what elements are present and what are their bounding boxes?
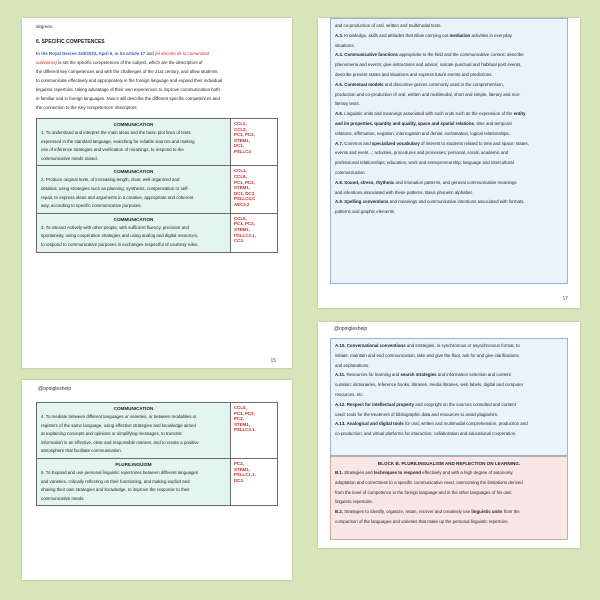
competence-row bbox=[37, 165, 277, 212]
competence-line: to respond to communicative purposes in exchanges respectful of courtesy rules. bbox=[41, 241, 199, 247]
competence-line: way, according to specific communicative purposes. bbox=[41, 203, 142, 209]
text-line bbox=[335, 60, 563, 70]
text-span: entity bbox=[513, 111, 526, 117]
text-span: and co-production of oral, written and multimodal texts. bbox=[335, 23, 442, 28]
text-span: Common and bbox=[344, 140, 372, 146]
descriptor-code: PC2, bbox=[234, 460, 244, 466]
text-span: adaptation and correctness to a specific communicative need, overcoming the limitations derived bbox=[335, 479, 523, 485]
text-span: B.1. bbox=[335, 470, 345, 475]
competence-line: 3. To interact Actively with other people, with sufficient fluency, precision and bbox=[41, 224, 189, 230]
text-line bbox=[335, 109, 563, 119]
competence-line: communicative needs. bbox=[41, 495, 85, 501]
text-span: techniques to respond bbox=[373, 470, 421, 475]
content-lines bbox=[335, 21, 563, 217]
competence-description bbox=[37, 166, 231, 212]
descriptor-code: PSLLC4,C bbox=[234, 196, 256, 202]
text-span: Linguistic units and meanings associated with such units such as the expression of the bbox=[344, 111, 514, 117]
descriptor-code: DC1, DC3 bbox=[234, 190, 255, 196]
text-line bbox=[335, 410, 563, 420]
descriptor-code: AEC3.2 bbox=[234, 201, 250, 207]
descriptor-code: STEM1, bbox=[234, 137, 250, 143]
competence-description bbox=[37, 119, 231, 165]
competence-line: sharing their own strategies and knowledge, to improve the response to their bbox=[41, 487, 190, 493]
text-line bbox=[335, 507, 563, 517]
text-span: Strategies to identify, organize, retain, recover and creatively use bbox=[344, 509, 472, 515]
intro-line: the connection to the Key competences' descriptors: bbox=[36, 105, 138, 110]
text-line bbox=[335, 129, 563, 139]
text-span: from the level of competence in the foreign language and in the other languages of his own bbox=[335, 489, 512, 495]
descriptor-code: PSLLC1.1, bbox=[234, 472, 256, 478]
descriptor-code: CCL3, bbox=[234, 126, 247, 132]
text-span: A.6. bbox=[335, 111, 345, 117]
text-line bbox=[335, 139, 563, 149]
text-line bbox=[335, 419, 563, 429]
text-line bbox=[335, 400, 563, 410]
text-span: and strategies, in synchronous or asynchronous format, to bbox=[405, 343, 520, 348]
text-span: patterns and graphic elements. bbox=[335, 209, 396, 215]
text-line bbox=[335, 478, 563, 488]
document-page-competences bbox=[22, 380, 292, 580]
text-span: A.7. bbox=[335, 140, 345, 146]
text-line bbox=[335, 517, 563, 527]
text-span: B.2. bbox=[335, 509, 345, 515]
author-handle: @opinglesheip bbox=[38, 386, 72, 392]
text-line bbox=[335, 390, 563, 400]
descriptor-code: PSLLC3.1, bbox=[234, 232, 256, 238]
competence-description bbox=[37, 214, 231, 252]
text-line bbox=[335, 207, 563, 217]
competence-line: spontaneity, using cooperation strategies and using analog and digital resources, bbox=[41, 233, 199, 239]
text-span: and intonation patterns, and general communicative meanings bbox=[394, 179, 517, 185]
descriptor-codes bbox=[231, 214, 277, 252]
competence-line: expressed in the standard language, searching for reliable sources and making bbox=[41, 138, 195, 144]
descriptor-code: PC1, PC2, bbox=[234, 221, 255, 227]
text-span: Respect for intellectual property bbox=[346, 401, 415, 407]
text-span: production and co-production of oral, written and multimodal, short and simple, literary and non- bbox=[335, 91, 521, 97]
competence-row bbox=[37, 213, 277, 252]
intro-rest: is set the specific competences of the subject, which are the descriptors of bbox=[57, 60, 203, 65]
text-line bbox=[335, 197, 563, 207]
descriptor-codes bbox=[231, 119, 277, 165]
text-span: comparison of the languages and varieties that make up the personal linguistic repertoire. bbox=[335, 518, 509, 524]
text-line bbox=[335, 70, 563, 80]
text-span: curation: dictionaries, reference books, libraries, media libraries, web labels, digital and computer bbox=[335, 382, 524, 388]
text-line bbox=[335, 351, 563, 361]
top-line: degrees. bbox=[36, 24, 54, 29]
text-span: A.11. bbox=[335, 372, 347, 378]
regional-decree-note: (el decreto de la comunidad bbox=[154, 51, 210, 56]
descriptor-code: CCL1, bbox=[234, 168, 247, 174]
text-span: of interest to students related to time and space; states, bbox=[419, 140, 529, 146]
competence-line: communicative needs raised. bbox=[41, 155, 98, 161]
descriptor-code: DC3. bbox=[234, 477, 245, 483]
text-line bbox=[335, 429, 563, 439]
competence-title: COMMUNICATION bbox=[113, 169, 154, 175]
text-line bbox=[335, 148, 563, 158]
descriptor-code: CC3. bbox=[234, 238, 245, 244]
text-line bbox=[335, 468, 563, 478]
content-block-a-continued-box bbox=[330, 338, 568, 456]
competence-line: use of inference strategies and verification of meanings, to respond to the bbox=[41, 147, 184, 153]
descriptor-codes bbox=[231, 459, 277, 505]
text-span: A.8. bbox=[335, 179, 345, 185]
text-span: Knowledge, skills and attitudes that allow carrying out bbox=[344, 32, 450, 38]
text-span: linguistic units bbox=[471, 509, 503, 515]
text-span: co-production; and virtual platforms for interaction, collaboration and educational cooperation. bbox=[335, 431, 517, 437]
competence-line: and varieties, critically reflecting on their functioning, and making explicit and bbox=[41, 478, 190, 484]
intro-and: and bbox=[145, 51, 155, 56]
competence-line: atmosphere that facilitate communication. bbox=[41, 448, 123, 454]
descriptor-code: PC1, PC2, bbox=[234, 410, 255, 416]
competence-line: 1. To understand and interpret the main ideas and the basic plot lines of texts bbox=[41, 130, 191, 135]
descriptor-code: STEM1, bbox=[234, 421, 250, 427]
text-span: A.12. bbox=[335, 401, 347, 407]
page-number: 15 bbox=[270, 358, 276, 364]
page-number: 17 bbox=[562, 296, 568, 302]
competence-row bbox=[37, 458, 277, 505]
content-lines bbox=[335, 341, 563, 439]
competence-title: COMMUNICATION bbox=[113, 216, 154, 222]
text-span: professional relationships; education, work and entrepreneurship; language and intercultural bbox=[335, 160, 514, 166]
intro-line: in familiar and in foreign languages. Now it will describe the different specific competences and bbox=[36, 96, 220, 101]
text-span: A.10. bbox=[335, 343, 347, 348]
author-handle: @opinglesheip bbox=[334, 326, 368, 332]
descriptor-code: CCL5, bbox=[234, 215, 247, 221]
descriptor-code: DC1, bbox=[234, 143, 245, 149]
descriptor-code: PC1, PC2, bbox=[234, 179, 255, 185]
block-b-lines bbox=[335, 468, 563, 527]
text-line bbox=[335, 50, 563, 60]
intro-line: linguistic repertoire, taking advantage of their own experiences to improve communication both bbox=[36, 87, 220, 92]
text-span: effectively and with a high degree of autonomy, bbox=[420, 470, 514, 475]
competence-title: COMMUNICATION bbox=[113, 122, 154, 127]
text-line bbox=[335, 119, 563, 129]
competence-line: 4. To mediate between different languages or varieties, or between modalities or bbox=[41, 414, 197, 419]
text-line bbox=[335, 370, 563, 380]
text-span: search strategies bbox=[400, 372, 437, 378]
text-span: initiate, maintain and end communication, take and give the floor, ask for and give clarifications bbox=[335, 352, 519, 358]
text-span: relations, affirmation, negation, interrogation and denial. exclamation, logical relationships. bbox=[335, 130, 510, 136]
text-span: A.3. bbox=[335, 32, 345, 38]
intro-line: to communicate effectively and appropriately in the foreign language and expand their individual bbox=[36, 78, 223, 83]
intro-second-line bbox=[22, 58, 292, 67]
text-span: Resources for learning and bbox=[346, 372, 401, 378]
descriptor-code: STEM1, bbox=[234, 466, 250, 472]
competence-line: registers of the same language, using effective strategies and knowledge aimed bbox=[41, 422, 196, 428]
descriptor-code: PSLLC4 bbox=[234, 148, 251, 154]
intro-paragraph bbox=[22, 67, 292, 112]
text-line bbox=[335, 341, 563, 351]
block-b-box bbox=[330, 456, 568, 540]
text-span: and information selection and content bbox=[436, 372, 511, 378]
text-span: and discursive genres commonly used in the comprehension, bbox=[383, 81, 504, 87]
text-line bbox=[335, 99, 563, 109]
intro-first-line bbox=[22, 49, 292, 58]
text-span: A.9. bbox=[335, 199, 345, 205]
text-span: Spelling conventions bbox=[344, 199, 389, 205]
text-span: linguistic repertoire. bbox=[335, 499, 374, 505]
competence-description bbox=[37, 459, 231, 505]
descriptor-code: PC1, PC2, bbox=[234, 132, 255, 138]
text-line bbox=[335, 80, 563, 90]
text-span: appropriate to the field and the communicative context: describe bbox=[397, 52, 524, 58]
text-span: Strategies and bbox=[344, 470, 374, 475]
regional-decree-note-end: autónoma) bbox=[36, 60, 57, 65]
competence-line: at explaining concepts and opinions or simplifying messages, to transmit bbox=[41, 431, 182, 437]
descriptor-codes bbox=[231, 166, 277, 212]
descriptor-code: STEM1, bbox=[234, 226, 250, 232]
document-page-15 bbox=[22, 18, 292, 368]
descriptor-code: CCL5, bbox=[234, 173, 247, 179]
text-line bbox=[335, 31, 563, 41]
competence-description bbox=[37, 403, 231, 458]
descriptor-code: PC3, bbox=[234, 416, 244, 422]
competences-table bbox=[36, 118, 278, 253]
text-line bbox=[335, 21, 563, 31]
text-line bbox=[335, 158, 563, 168]
text-span: describe present states and situations and express future events and predictions. bbox=[335, 71, 493, 77]
text-span: Analogical and digital tools bbox=[346, 421, 404, 427]
text-line bbox=[335, 380, 563, 390]
text-span: communication. bbox=[335, 169, 366, 175]
descriptor-code: CCL2, bbox=[234, 121, 247, 126]
text-span: activities in everyday bbox=[470, 32, 512, 38]
descriptor-code: STEM1, bbox=[234, 185, 250, 191]
competence-line: 2. Produce original texts, of increasing length, clear, well organized and bbox=[41, 177, 180, 183]
text-span: and meanings and communicative intentions associated with formats, bbox=[388, 199, 525, 205]
content-block-a-box bbox=[330, 18, 568, 284]
text-span: resources, etc. bbox=[335, 391, 364, 397]
text-span: and explanations. bbox=[335, 362, 370, 368]
text-span: Sound, stress, rhythmic bbox=[344, 179, 395, 185]
text-line bbox=[335, 178, 563, 188]
text-line bbox=[335, 168, 563, 178]
competence-row bbox=[37, 403, 277, 458]
text-line bbox=[335, 188, 563, 198]
section-heading: 6. SPECIFIC COMPETENCES bbox=[36, 39, 105, 45]
competence-line: repair, to express ideas and arguments in a creative, appropriate and coherent bbox=[41, 194, 194, 200]
text-span: Contextual models bbox=[344, 81, 384, 87]
block-b-heading: BLOCK B. PLURILINGUALISM AND REFLECTION ON LEARNING. bbox=[377, 461, 521, 466]
text-span: for oral, written and multimodal comprehension, production and bbox=[403, 421, 528, 427]
competence-line: 5. To Expand and use personal linguistic repertoires between different languages bbox=[41, 469, 199, 475]
text-span: situations. bbox=[335, 42, 355, 48]
text-span: A.13. bbox=[335, 421, 347, 427]
text-span: Communicative functions bbox=[344, 52, 398, 58]
text-span: literary texts. bbox=[335, 101, 360, 107]
document-page-contents bbox=[318, 322, 580, 548]
text-span: events and event...; activities, procedures and processes; personal, social, academic and bbox=[335, 150, 509, 156]
text-span: A.4. bbox=[335, 52, 345, 58]
decree-reference: In the Royal Decree 243/2022, April 5, in its article 17 bbox=[36, 51, 146, 56]
text-span: , time and temporal bbox=[474, 120, 512, 126]
descriptor-code: CCL5, bbox=[234, 405, 247, 410]
text-span: and intentions associated with these patterns. Basic phonetic alphabet. bbox=[335, 189, 473, 195]
text-span: Conversational conventions bbox=[346, 343, 406, 348]
text-line bbox=[335, 41, 563, 51]
text-span: phenomena and events; give instructions and advice; narrate punctual and habitual past events, bbox=[335, 62, 522, 68]
text-span: used: tools for the treatment of bibliographic data and resources to avoid plagiarism. bbox=[335, 411, 499, 417]
competence-row bbox=[37, 119, 277, 165]
text-line bbox=[335, 488, 563, 498]
text-span: A.5. bbox=[335, 81, 345, 87]
text-span: mediation bbox=[449, 32, 471, 38]
text-span: and copyright on the sources consulted and content bbox=[414, 401, 516, 407]
text-line bbox=[335, 90, 563, 100]
competence-line: detailed, using strategies such as planning, synthesis, compensation or self- bbox=[41, 185, 189, 191]
descriptor-codes bbox=[231, 403, 277, 458]
competences-table bbox=[36, 402, 278, 506]
competence-title: PLURILINGUISM bbox=[115, 461, 152, 467]
text-line bbox=[335, 497, 563, 507]
intro-line: the different key competences and with the challenges of the 21st century, and allow students bbox=[36, 69, 218, 74]
text-line bbox=[335, 361, 563, 371]
text-span: and its properties, quantity and quality, space and spatial relations bbox=[335, 120, 474, 126]
competence-title: COMMUNICATION bbox=[113, 406, 154, 411]
competence-line: information in an effective, clear and responsible manner, and to create a positive bbox=[41, 439, 199, 445]
document-page-17 bbox=[318, 18, 580, 308]
text-span: from the bbox=[502, 509, 520, 515]
descriptor-code: PSLLC3.1. bbox=[234, 427, 256, 433]
text-span: specialized vocabulary bbox=[371, 140, 420, 146]
